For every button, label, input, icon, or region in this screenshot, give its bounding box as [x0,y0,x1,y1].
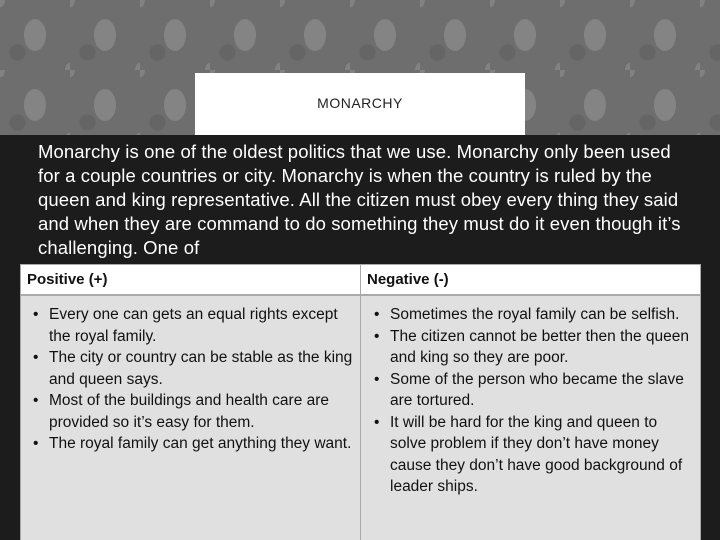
slide-title: MONARCHY [317,95,403,111]
list-item: • Most of the buildings and health care are provided so it’s easy for them. [27,390,355,433]
positive-list [27,304,355,455]
body-paragraph: Monarchy is one of the oldest politics that we use. Monarchy only been used for a couple countries or city. Monarchy is when the country is ruled by the queen and king representative. All the citizen must obey every thing they said and when they are command to do something they must do it even though it’s challenging. One of [38,141,681,258]
list-item: • It will be hard for the king and queen to solve problem if they don’t have money cause they don’t have good background of leader ships. [368,412,690,498]
list-item: • Sometimes the royal family can be selfish. [368,304,690,326]
list-item: • Some of the person who became the slave are tortured. [368,369,690,412]
list-item: • The royal family can get anything they want. [27,433,355,455]
list-item: • The city or country can be stable as the king and queen says. [27,347,355,390]
header-negative: Negative (-) [367,271,449,288]
header-positive: Positive (+) [27,271,108,288]
title-box [195,73,525,135]
negative-list [368,304,690,498]
list-item: • Every one can gets an equal rights except the royal family. [27,304,355,347]
column-divider [360,264,361,540]
list-item: • The citizen cannot be better then the queen and king so they are poor. [368,326,690,369]
